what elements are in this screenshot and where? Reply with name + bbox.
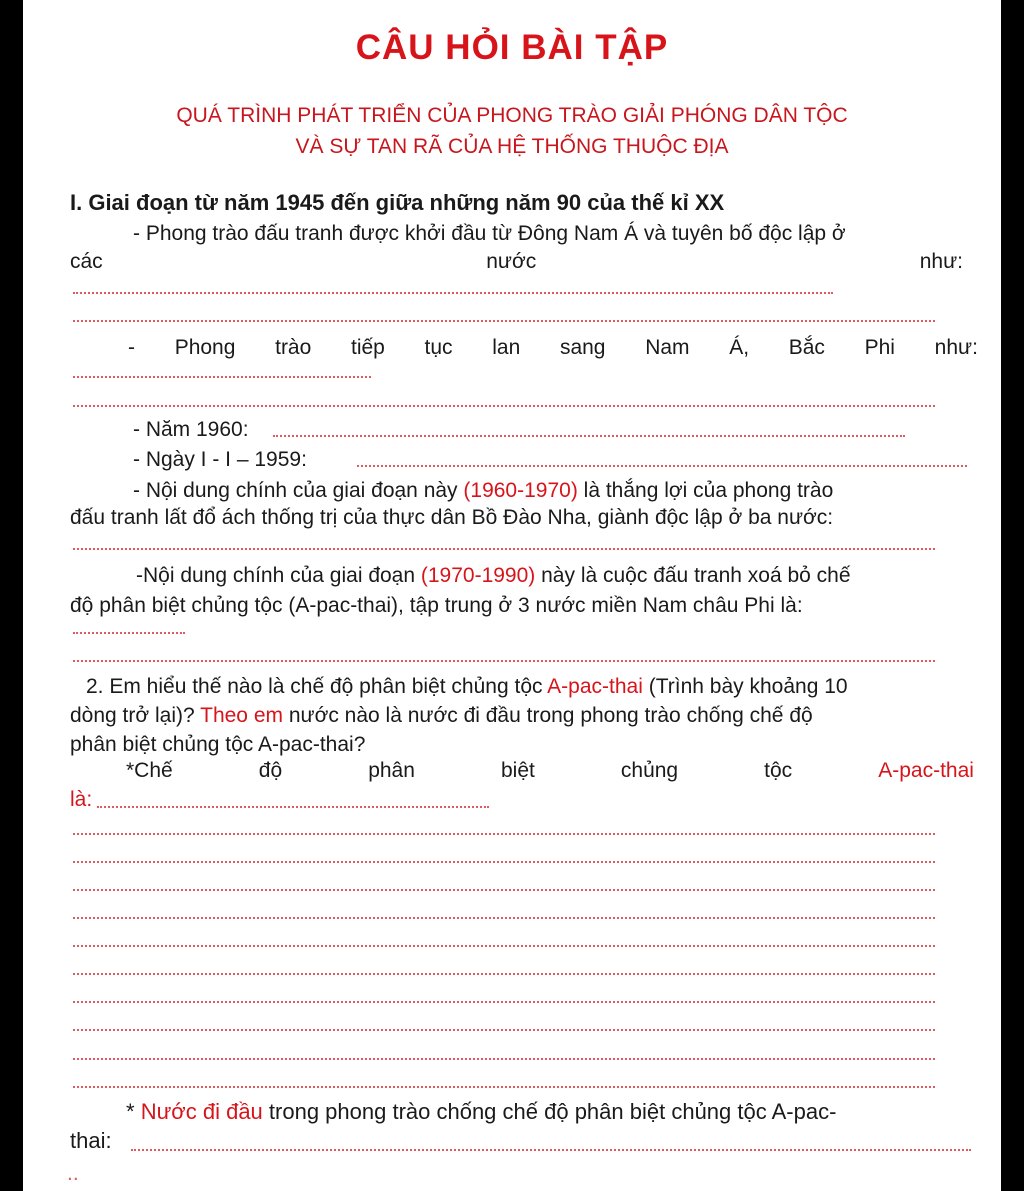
item-1-line-2 bbox=[70, 248, 963, 276]
text: nước nào là nước đi đầu trong phong trào chống chế độ bbox=[283, 704, 813, 727]
text: này là cuộc đấu tranh xoá bỏ chế bbox=[535, 564, 851, 587]
item-6-line-1 bbox=[136, 562, 851, 590]
item-4-label: - Ngày I - I – 1959: bbox=[133, 448, 307, 471]
answer-line bbox=[73, 1086, 935, 1088]
word: như: bbox=[919, 250, 963, 273]
answer-line bbox=[73, 376, 371, 378]
period-highlight: (1970-1990) bbox=[420, 564, 536, 587]
text: 2. Em hiểu thế nào là chế độ phân biệt chủng tộc bbox=[86, 675, 548, 698]
answer-line bbox=[73, 548, 935, 550]
answer-line bbox=[73, 917, 935, 919]
word: phân bbox=[368, 759, 415, 782]
answer-line bbox=[131, 1149, 971, 1151]
trailing-dots: .. bbox=[67, 1162, 79, 1185]
word: trào bbox=[275, 336, 312, 359]
word: sang bbox=[559, 336, 606, 359]
word: - bbox=[128, 336, 135, 359]
subtitle-line-1: QUÁ TRÌNH PHÁT TRIỂN CỦA PHONG TRÀO GIẢI PHÓNG DÂN TỘC bbox=[176, 104, 848, 127]
final-question-line-2: thai: bbox=[70, 1128, 112, 1153]
item-3-label: - Năm 1960: bbox=[133, 418, 249, 441]
term-highlight: A-pac-thai bbox=[547, 675, 643, 698]
answer-line bbox=[273, 435, 905, 437]
answer-line bbox=[73, 660, 935, 662]
word: Phong bbox=[174, 336, 236, 359]
word: nước bbox=[486, 250, 537, 273]
answer-line bbox=[73, 1029, 935, 1031]
question-2-line-1 bbox=[86, 673, 848, 701]
answer-line bbox=[73, 945, 935, 947]
page-title: CÂU HỎI BÀI TẬP bbox=[355, 28, 669, 67]
term-highlight: A-pac-thai bbox=[878, 759, 974, 782]
text: - Nội dung chính của giai đoạn này bbox=[133, 479, 464, 502]
period-highlight: (1960-1970) bbox=[463, 479, 578, 502]
item-5-line-1 bbox=[133, 477, 833, 505]
text: -Nội dung chính của giai đoạn bbox=[136, 564, 421, 587]
text: * bbox=[126, 1099, 141, 1124]
final-question-line-1 bbox=[126, 1098, 836, 1126]
word: Nam bbox=[645, 336, 690, 359]
answer-line bbox=[73, 833, 935, 835]
word: *Chế bbox=[126, 759, 173, 782]
term-highlight: Theo em bbox=[200, 704, 283, 727]
answer-line bbox=[357, 465, 967, 467]
word: Á, bbox=[729, 336, 750, 359]
word: Phi bbox=[864, 336, 895, 359]
item-2-line bbox=[128, 334, 978, 362]
answer-prompt-line bbox=[126, 757, 974, 785]
question-2-line-2 bbox=[70, 702, 813, 730]
word: lan bbox=[492, 336, 521, 359]
word: biệt bbox=[500, 759, 535, 782]
question-2-line-3: phân biệt chủng tộc A-pac-thai? bbox=[70, 733, 366, 756]
term-highlight: Nước đi đầu bbox=[140, 1099, 263, 1124]
word: như: bbox=[934, 336, 978, 359]
word: tục bbox=[424, 336, 453, 359]
answer-line bbox=[73, 1058, 935, 1060]
answer-line bbox=[73, 973, 935, 975]
text: dòng trở lại)? bbox=[70, 704, 201, 727]
answer-line bbox=[73, 889, 935, 891]
answer-line bbox=[97, 806, 489, 808]
item-6-line-2: độ phân biệt chủng tộc (A-pac-thai), tập trung ở 3 nước miền Nam châu Phi là: bbox=[70, 594, 803, 617]
section-1-heading: I. Giai đoạn từ năm 1945 đến giữa những năm 90 của thế kỉ XX bbox=[70, 190, 725, 215]
answer-line bbox=[73, 1001, 935, 1003]
item-1-line-1: - Phong trào đấu tranh được khởi đầu từ Đông Nam Á và tuyên bố độc lập ở bbox=[133, 222, 846, 245]
answer-line bbox=[73, 320, 935, 322]
text: (Trình bày khoảng 10 bbox=[642, 675, 848, 698]
item-5-line-2: đấu tranh lất đổ ách thống trị của thực dân Bồ Đào Nha, giành độc lập ở ba nước: bbox=[70, 506, 834, 529]
word: các bbox=[70, 250, 103, 273]
text: trong phong trào chống chế độ phân biệt chủng tộc A-pac- bbox=[262, 1099, 837, 1124]
answer-line bbox=[73, 861, 935, 863]
text: là thắng lợi của phong trào bbox=[577, 479, 834, 502]
word: tiếp bbox=[350, 336, 385, 359]
word: độ bbox=[258, 759, 283, 782]
answer-line bbox=[73, 405, 935, 407]
word: Bắc bbox=[788, 336, 825, 359]
answer-line bbox=[73, 292, 833, 294]
answer-prompt-la: là: bbox=[70, 788, 93, 811]
answer-line bbox=[73, 632, 185, 634]
word: tộc bbox=[764, 759, 793, 782]
worksheet-page bbox=[23, 0, 1001, 1191]
subtitle-line-2: VÀ SỰ TAN RÃ CỦA HỆ THỐNG THUỘC ĐỊA bbox=[295, 135, 729, 158]
word: chủng bbox=[620, 759, 679, 782]
